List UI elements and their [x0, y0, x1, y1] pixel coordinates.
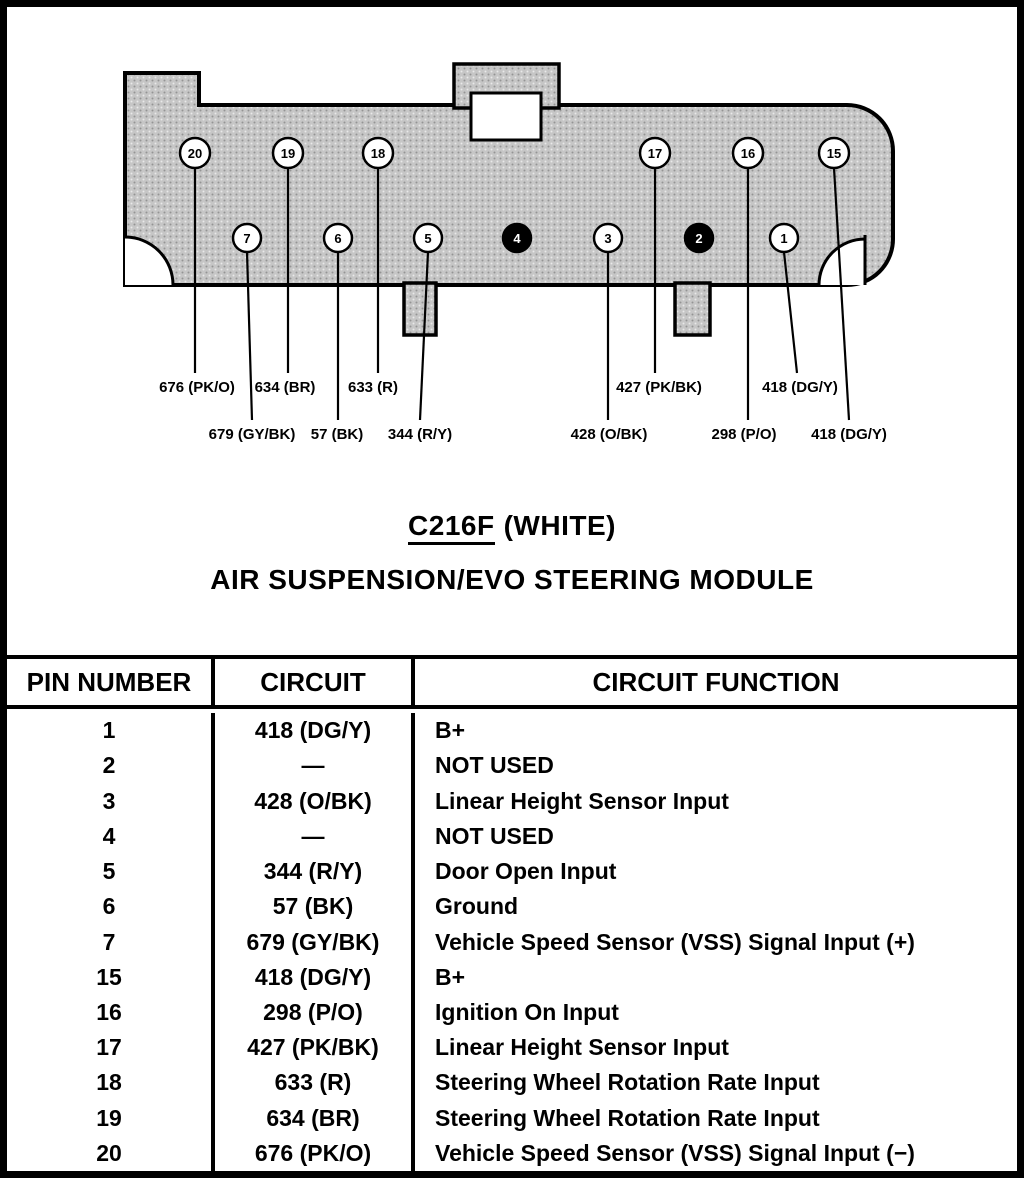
connector-title-block — [7, 462, 1017, 655]
svg-text:5: 5 — [424, 231, 432, 246]
connector-bottom-tab-left — [404, 283, 436, 335]
pin-number-cell: 1 — [7, 713, 215, 748]
svg-text:2: 2 — [695, 231, 703, 246]
svg-text:16: 16 — [740, 146, 756, 161]
circuit-cell: 633 (R) — [215, 1065, 415, 1100]
circuit-cell: 418 (DG/Y) — [215, 713, 415, 748]
table-row — [7, 748, 1017, 783]
circuit-function-cell: Ground — [435, 893, 519, 920]
table-row — [7, 819, 1017, 854]
circuit-cell: 428 (O/BK) — [215, 783, 415, 818]
pin-number-cell: 18 — [7, 1065, 215, 1100]
header-circuit-function: CIRCUIT FUNCTION — [592, 666, 840, 697]
svg-text:15: 15 — [826, 146, 842, 161]
wire-label-57: 57 (BK) — [310, 426, 364, 443]
pin-2-marker — [685, 224, 713, 252]
circuit-function-cell: Vehicle Speed Sensor (VSS) Signal Input (−) — [435, 1139, 915, 1166]
pin-number-cell: 7 — [7, 924, 215, 959]
connector-id-title — [7, 510, 1017, 542]
pin-1-marker — [770, 224, 798, 252]
wire-label-679: 679 (GY/BK) — [208, 426, 296, 443]
circuit-cell: 679 (GY/BK) — [215, 924, 415, 959]
wire-label-418b: 418 (DG/Y) — [811, 426, 887, 443]
circuit-cell: 418 (DG/Y) — [215, 960, 415, 995]
header-circuit: CIRCUIT — [215, 659, 415, 705]
wire-label-676: 676 (PK/O) — [159, 379, 235, 396]
pin-number-cell: 17 — [7, 1030, 215, 1065]
pin-number-cell: 20 — [7, 1136, 215, 1171]
wire-label-634: 634 (BR) — [254, 379, 316, 396]
table-row — [7, 924, 1017, 959]
svg-text:4: 4 — [513, 231, 521, 246]
circuit-cell: 676 (PK/O) — [215, 1136, 415, 1171]
connector-top-tab-slot — [471, 93, 541, 140]
pin-4-marker — [503, 224, 531, 252]
table-row — [7, 960, 1017, 995]
pin-number-cell: 6 — [7, 889, 215, 924]
circuit-function-cell: Linear Height Sensor Input — [435, 787, 729, 814]
circuit-cell: 344 (R/Y) — [215, 854, 415, 889]
svg-text:1: 1 — [780, 231, 788, 246]
pin-number-cell: 16 — [7, 995, 215, 1030]
pin-number-cell: 2 — [7, 748, 215, 783]
circuit-cell: — — [215, 819, 415, 854]
svg-text:20: 20 — [187, 146, 203, 161]
connector-code: C216F — [408, 510, 495, 545]
table-row — [7, 1101, 1017, 1136]
table-body — [7, 709, 1017, 1171]
circuit-function-cell: Steering Wheel Rotation Rate Input — [435, 1069, 820, 1096]
svg-text:6: 6 — [334, 231, 342, 246]
wire-label-298: 298 (P/O) — [711, 426, 777, 443]
pin-20-marker — [180, 138, 210, 168]
connector-bottom-tab-right — [675, 283, 710, 335]
circuit-function-cell: Steering Wheel Rotation Rate Input — [435, 1104, 820, 1131]
pin-16-marker — [733, 138, 763, 168]
svg-text:17: 17 — [647, 146, 663, 161]
table-row — [7, 854, 1017, 889]
pin-7-marker — [233, 224, 261, 252]
svg-text:18: 18 — [370, 146, 386, 161]
header-pin-number: PIN NUMBER — [7, 659, 215, 705]
connector-color: (WHITE) — [503, 510, 616, 541]
circuit-function-cell: B+ — [435, 717, 466, 744]
pin-number-cell: 4 — [7, 819, 215, 854]
module-name-title: AIR SUSPENSION/EVO STEERING MODULE — [210, 564, 814, 595]
wire-label-418a: 418 (DG/Y) — [762, 379, 838, 396]
svg-text:7: 7 — [243, 231, 251, 246]
wire-label-428: 428 (O/BK) — [570, 426, 648, 443]
connector-diagram — [7, 7, 1017, 462]
pin-18-marker — [363, 138, 393, 168]
circuit-function-cell: Door Open Input — [435, 858, 617, 885]
table-row — [7, 889, 1017, 924]
pin-19-marker — [273, 138, 303, 168]
table-header-row — [7, 659, 1017, 709]
circuit-function-cell: Linear Height Sensor Input — [435, 1034, 729, 1061]
wire-label-344: 344 (R/Y) — [387, 426, 453, 443]
pin-17-marker — [640, 138, 670, 168]
circuit-cell: 427 (PK/BK) — [215, 1030, 415, 1065]
pin-6-marker — [324, 224, 352, 252]
circuit-cell: — — [215, 748, 415, 783]
pin-number-cell: 5 — [7, 854, 215, 889]
pin-5-marker — [414, 224, 442, 252]
svg-text:19: 19 — [280, 146, 296, 161]
table-row — [7, 713, 1017, 748]
table-row — [7, 995, 1017, 1030]
circuit-cell: 634 (BR) — [215, 1101, 415, 1136]
circuit-cell: 298 (P/O) — [215, 995, 415, 1030]
wire-label-633: 633 (R) — [347, 379, 399, 396]
table-row — [7, 783, 1017, 818]
table-row — [7, 1065, 1017, 1100]
circuit-function-cell: B+ — [435, 963, 466, 990]
circuit-cell: 57 (BK) — [215, 889, 415, 924]
pin-15-marker — [819, 138, 849, 168]
svg-text:3: 3 — [604, 231, 612, 246]
wire-label-427: 427 (PK/BK) — [616, 379, 702, 396]
pin-number-cell: 15 — [7, 960, 215, 995]
circuit-function-cell: NOT USED — [435, 822, 554, 849]
circuit-function-cell: Ignition On Input — [435, 998, 619, 1025]
table-row — [7, 1136, 1017, 1171]
pin-number-cell: 19 — [7, 1101, 215, 1136]
pin-3-marker — [594, 224, 622, 252]
circuit-function-cell: Vehicle Speed Sensor (VSS) Signal Input (+) — [435, 928, 915, 955]
pin-number-cell: 3 — [7, 783, 215, 818]
table-row — [7, 1030, 1017, 1065]
circuit-function-cell: NOT USED — [435, 752, 554, 779]
pinout-table — [7, 655, 1017, 1171]
